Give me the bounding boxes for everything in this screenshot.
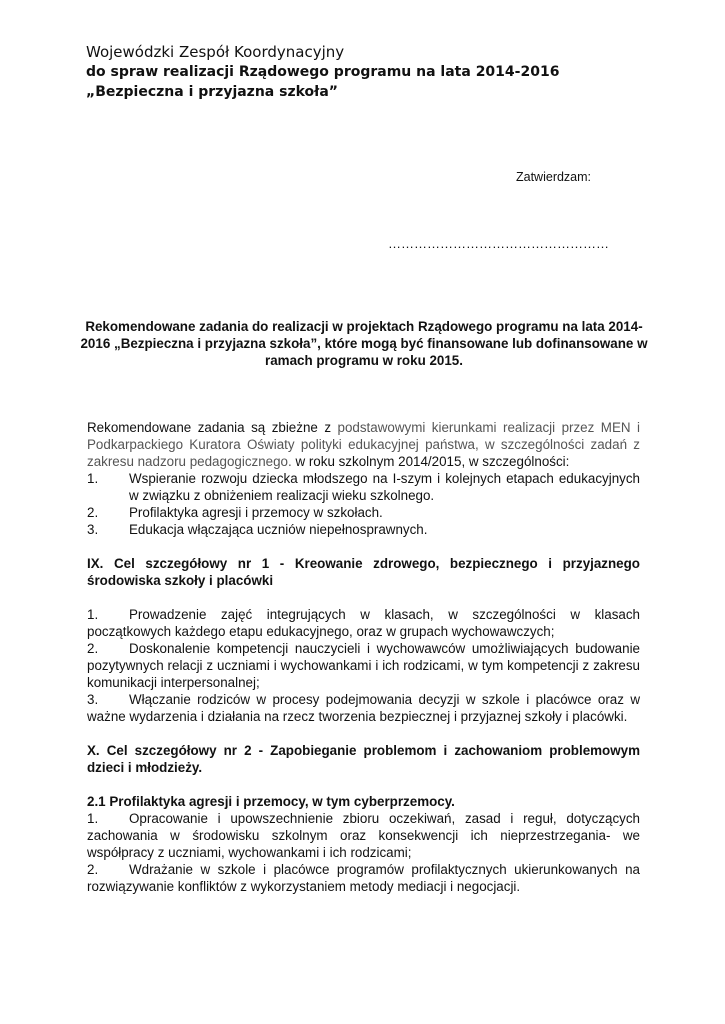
section-9-heading: IX. Cel szczegółowy nr 1 - Kreowanie zdrowego, bezpiecznego i przyjaznego środowiska szkoły i placówki (87, 556, 640, 588)
header-line-2: do spraw realizacji Rządowego programu na lata 2014-2016 (86, 64, 560, 80)
list-item (87, 810, 640, 861)
document-header (86, 42, 646, 102)
list-item-text: Wspieranie rozwoju dziecka młodszego na I-szym i kolejnych etapach edukacyjnych w związku z obniżeniem realizacji wieku szkolnego. (129, 471, 640, 503)
list-item-number: 3. (87, 522, 99, 537)
list-item-text: Opracowanie i upowszechnienie zbioru oczekiwań, zasad i reguł, dotyczących zachowania w środowisku szkolnym oraz konsekwencji ich nieprzestrzegania- we współpracy z uczniami, wychowankami i ich rodzicami; (87, 811, 640, 860)
approval-label: Zatwierdzam: (516, 170, 592, 184)
section-10-subheading: 2.1 Profilaktyka agresji i przemocy, w tym cyberprzemocy. (87, 794, 455, 809)
list-item (87, 606, 640, 640)
list-item-number: 2. (87, 641, 99, 656)
signature-line: …………………………………………… (388, 236, 609, 251)
header-line-1: Wojewódzki Zespół Koordynacyjny (86, 43, 345, 61)
list-item-text: Włączanie rodziców w procesy podejmowania decyzji w szkole i placówce oraz w ważne wydarzenia i działania na rzecz tworzenia bezpiecznej i przyjaznej szkoły i placówki. (87, 692, 640, 724)
list-item-number: 1. (87, 811, 99, 826)
document-body (87, 419, 640, 895)
section-10-heading: X. Cel szczegółowy nr 2 - Zapobieganie problemom i zachowaniom problemowym dzieci i młodzieży. (87, 743, 640, 775)
list-item-text: Wdrażanie w szkole i placówce programów profilaktycznych ukierunkowanych na rozwiązywanie konfliktów z wykorzystaniem metody mediacji i negocjacji. (87, 862, 640, 894)
list-item-text: Profilaktyka agresji i przemocy w szkołach. (129, 505, 383, 520)
list-item (87, 521, 640, 538)
intro-text-c: w roku szkolnym 2014/2015, w szczególności: (291, 454, 570, 469)
list-item (87, 640, 640, 691)
intro-text-b: podstawowymi kierunkami realizacji przez MEN i Podkarpackiego Kuratora Oświaty polityki edukacyjnej państwa, w szczególności zadań z zakresu nadzoru pedagogicznego. (87, 420, 641, 469)
list-item-number: 2. (87, 862, 99, 877)
list-item (87, 470, 640, 504)
document-title: Rekomendowane zadania do realizacji w projektach Rządowego programu na lata 2014-2016 „Bezpieczna i przyjazna szkoła”, które mogą być finansowane lub dofinansowane w ramach programu w roku 2015. (80, 319, 648, 368)
list-item-number: 1. (87, 607, 99, 622)
intro-paragraph (87, 419, 640, 470)
list-item-number: 1. (87, 471, 99, 486)
list-item (87, 691, 640, 725)
header-line-3: „Bezpieczna i przyjazna szkoła” (86, 84, 338, 100)
list-item-number: 3. (87, 692, 99, 707)
list-item-number: 2. (87, 505, 99, 520)
list-item (87, 861, 640, 895)
list-item-text: Prowadzenie zajęć integrujących w klasach, w szczególności w klasach początkowych każdego etapu edukacyjnego, oraz w grupach wychowawczych; (87, 607, 640, 639)
list-item-text: Doskonalenie kompetencji nauczycieli i wychowawców umożliwiających budowanie pozytywnych relacji z uczniami i wychowankami i ich rodzicami, w tym kompetencji z zakresu komunikacji interpersonalnej; (87, 641, 640, 690)
intro-text-a: Rekomendowane zadania są zbieżne z (87, 420, 338, 435)
list-item (87, 504, 640, 521)
list-item-text: Edukacja włączająca uczniów niepełnosprawnych. (129, 522, 428, 537)
